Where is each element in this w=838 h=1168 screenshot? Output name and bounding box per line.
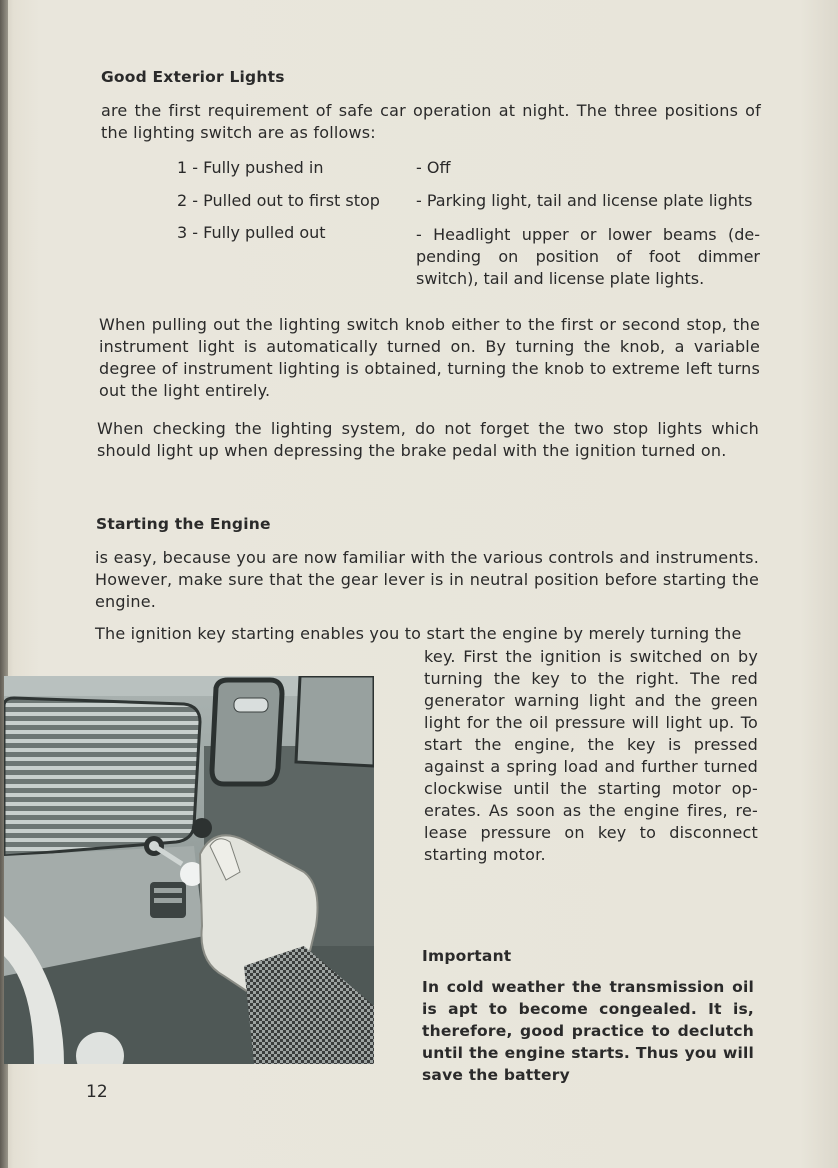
- ignition-photo: [4, 676, 374, 1064]
- position-3-label: 3 - Fully pulled out: [177, 223, 326, 242]
- position-2-label: 2 - Pulled out to first stop: [177, 191, 380, 210]
- position-1-label: 1 - Fully pushed in: [177, 158, 324, 177]
- position-2-result: - Parking light, tail and license plate lights: [416, 191, 753, 210]
- important-text: In cold weather the transmission oil is apt to become congealed. It is, therefore, good practice to declutch until the engine starts. Thus you will save the battery: [422, 978, 754, 1084]
- lights-intro: are the first requirement of safe car operation at night. The three positions of the lighting switch are as follows:: [101, 101, 761, 142]
- position-1-result: - Off: [416, 158, 451, 177]
- engine-intro: is easy, because you are now familiar with the various controls and instruments. However, make sure that the gear lever is in neutral position before starting the engine.: [95, 548, 759, 611]
- engine-heading: Starting the Engine: [96, 515, 271, 533]
- page-number: 12: [86, 1082, 108, 1102]
- lights-paragraph-1: When pulling out the lighting switch knob either to the first or second stop, the instrument light is automatically turned on. By turning the knob, a variable degree of instrument lighting is obtained, turning the knob to extreme left turns out the light entirely.: [99, 315, 760, 400]
- lights-heading: Good Exterior Lights: [101, 68, 285, 86]
- engine-lead-line: The ignition key starting enables you to start the engine by merely turning the: [95, 624, 742, 643]
- important-heading: Important: [422, 947, 512, 965]
- lights-paragraph-2: When checking the lighting system, do not forget the two stop lights which should light up when depressing the brake pedal with the ignition turned on.: [97, 419, 759, 460]
- position-3-result: - Headlight upper or lower beams (de-pending on position of foot dimmer switch), tail and license plate lights.: [416, 225, 760, 288]
- engine-continuation: key. First the ignition is switched on by turning the key to the right. The red generator warning light and the green light for the oil pressure will light up. To start the engine, the key is pressed against a spring load and further turned clockwise until the starting motor op-erates. As soon as the engine fires, re-lease pressure on key to disconnect starting motor.: [424, 647, 758, 864]
